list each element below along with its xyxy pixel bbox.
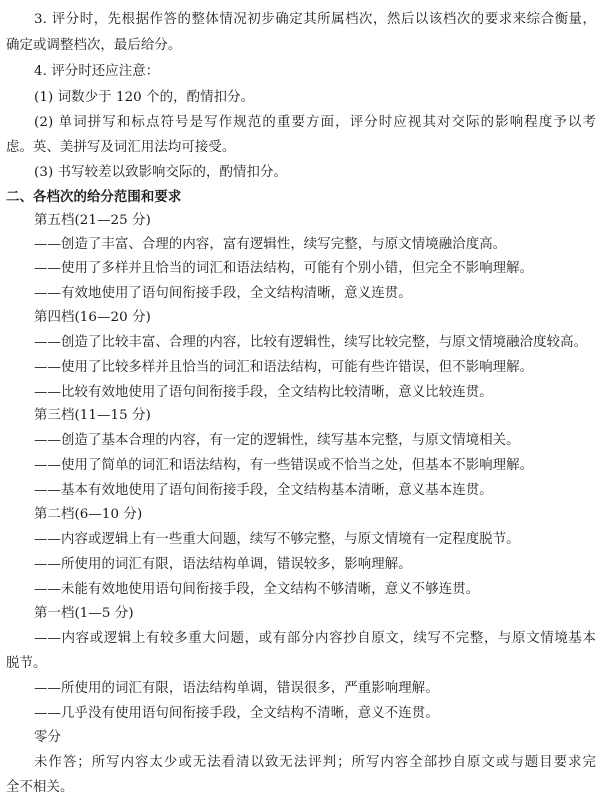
tier-0-line-1: 未作答；所写内容太少或无法看清以致无法评判；所写内容全部抄自原文或与题目要求完 (34, 755, 596, 770)
note-1: (1) 词数少于 120 个的，酌情扣分。 (34, 90, 255, 105)
tier-1-item-1-line-2: 脱节。 (6, 656, 47, 671)
rule-3-line-1: 3. 评分时，先根据作答的整体情况初步确定其所属档次，然后以该档次的要求来综合衡量， (34, 12, 596, 27)
tier-3-title: 第三档(11—15 分) (34, 408, 151, 423)
note-2-line-2: 虑。英、美拼写及词汇用法均可接受。 (6, 140, 236, 155)
tier-4-item-1: ——创造了比较丰富、合理的内容，比较有逻辑性，续写比较完整，与原文情境融洽度较高。 (34, 335, 588, 350)
tier-1-item-2: ——所使用的词汇有限，语法结构单调，错误很多，严重影响理解。 (34, 681, 439, 696)
tier-5-item-1: ——创造了丰富、合理的内容，富有逻辑性，续写完整，与原文情境融洽度高。 (34, 237, 507, 252)
tier-4-item-3: ——比较有效地使用了语句间衔接手段，全文结构比较清晰，意义比较连贯。 (34, 385, 493, 400)
note-3: (3) 书写较差以致影响交际的，酌情扣分。 (34, 165, 287, 180)
note-2-line-1: (2) 单词拼写和标点符号是写作规范的重要方面，评分时应视其对交际的影响程度予以考 (34, 115, 596, 130)
tier-2-item-1: ——内容或逻辑上有一些重大问题，续写不够完整，与原文情境有一定程度脱节。 (34, 532, 520, 547)
tier-5-item-2: ——使用了多样并且恰当的词汇和语法结构，可能有个别小错，但完全不影响理解。 (34, 261, 534, 276)
tier-1-item-1-line-1: ——内容或逻辑上有较多重大问题，或有部分内容抄自原文，续写不完整，与原文情境基本 (34, 631, 596, 646)
rule-4: 4. 评分时还应注意： (34, 64, 160, 79)
tier-3-item-3: ——基本有效地使用了语句间衔接手段，全文结构基本清晰，意义基本连贯。 (34, 483, 493, 498)
section-title: 二、各档次的给分范围和要求 (6, 190, 182, 205)
tier-3-item-2: ——使用了简单的词汇和语法结构，有一些错误或不恰当之处，但基本不影响理解。 (34, 458, 534, 473)
tier-2-title: 第二档(6—10 分) (34, 507, 143, 522)
tier-2-item-2: ——所使用的词汇有限，语法结构单调，错误较多，影响理解。 (34, 557, 412, 572)
tier-4-title: 第四档(16—20 分) (34, 310, 151, 325)
rule-3-line-2: 确定或调整档次，最后给分。 (6, 38, 182, 53)
tier-4-item-2: ——使用了比较多样并且恰当的词汇和语法结构，可能有些许错误，但不影响理解。 (34, 360, 534, 375)
tier-1-title: 第一档(1—5 分) (34, 606, 134, 621)
tier-1-item-3: ——几乎没有使用语句间衔接手段，全文结构不清晰，意义不连贯。 (34, 706, 439, 721)
tier-5-title: 第五档(21—25 分) (34, 213, 151, 228)
tier-0-line-2: 全不相关。 (6, 780, 74, 795)
tier-5-item-3: ——有效地使用了语句间衔接手段，全文结构清晰，意义连贯。 (34, 286, 412, 301)
tier-3-item-1: ——创造了基本合理的内容，有一定的逻辑性，续写基本完整，与原文情境相关。 (34, 433, 520, 448)
tier-0-title: 零分 (34, 730, 61, 745)
tier-2-item-3: ——未能有效地使用语句间衔接手段，全文结构不够清晰，意义不够连贯。 (34, 582, 480, 597)
